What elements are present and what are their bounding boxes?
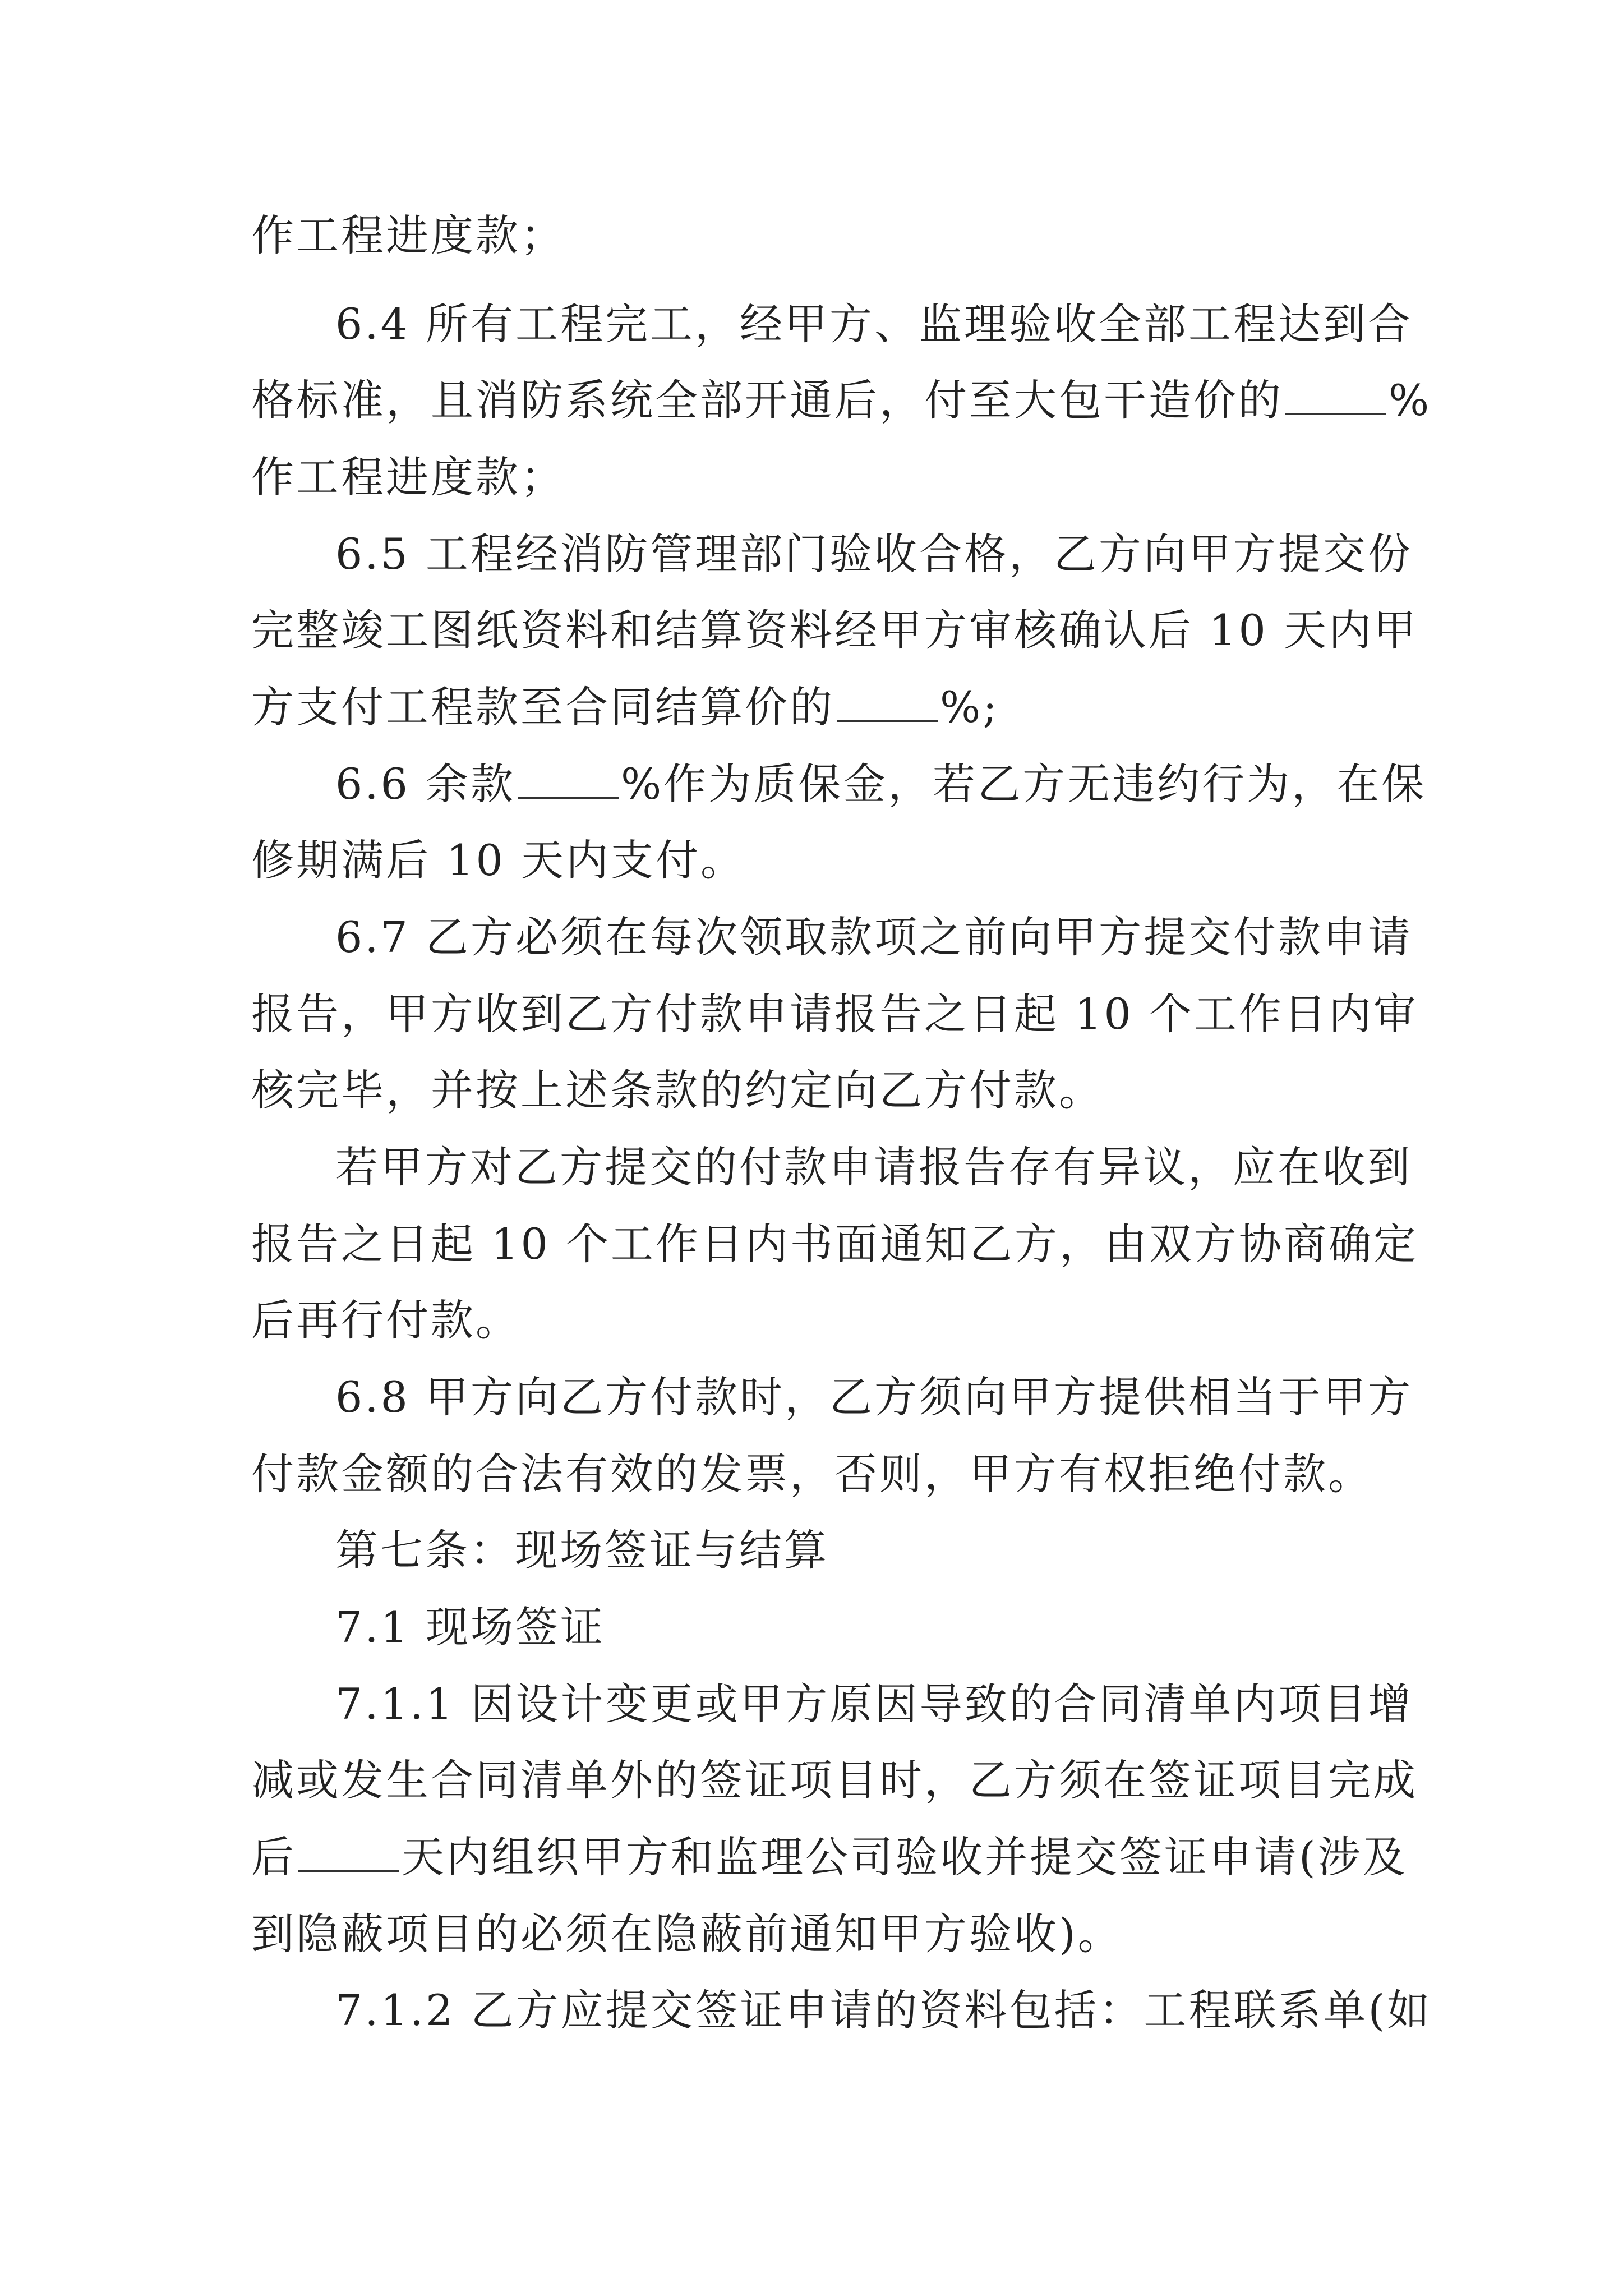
clause-6-4-line-1: 6.4 所有工程完工，经甲方、监理验收全部工程达到合 [335, 299, 1413, 349]
clause-7-1-2-line-1: 7.1.2 乙方应提交签证申请的资料包括：工程联系单(如 [335, 1985, 1432, 2035]
clause-7-1-1-line-4: 到隐蔽项目的必须在隐蔽前通知甲方验收)。 [251, 1909, 1123, 1959]
article-7-heading: 第七条：现场签证与结算 [335, 1525, 829, 1575]
clause-6-6-line-2: 修期满后 10 天内支付。 [251, 835, 746, 885]
objection-line-3: 后再行付款。 [251, 1295, 520, 1345]
section-7-1-heading: 7.1 现场签证 [335, 1602, 606, 1652]
objection-line-2: 报告之日起 10 个工作日内书面通知乙方，由双方协商确定 [251, 1219, 1419, 1269]
clause-6-5-line-2: 完整竣工图纸资料和结算资料经甲方审核确认后 10 天内甲 [251, 605, 1419, 655]
text-line: 作工程进度款； [251, 210, 565, 260]
objection-line-1: 若甲方对乙方提交的付款申请报告存有异议，应在收到 [335, 1142, 1412, 1192]
clause-6-5-line-3: 方支付工程款至合同结算价的 %; [251, 682, 999, 732]
clause-6-8-line-1: 6.8 甲方向乙方付款时，乙方须向甲方提供相当于甲方 [335, 1372, 1413, 1422]
clause-6-5-line-1: 6.5 工程经消防管理部门验收合格，乙方向甲方提交份 [335, 529, 1413, 579]
clause-6-7-line-3: 核完毕，并按上述条款的约定向乙方付款。 [251, 1065, 1104, 1115]
clause-6-7-line-1: 6.7 乙方必须在每次领取款项之前向甲方提交付款申请 [335, 912, 1413, 962]
clause-6-4-line-3: 作工程进度款； [251, 452, 565, 502]
blank-underline [298, 1836, 399, 1872]
clause-7-1-1-line-1: 7.1.1 因设计变更或甲方原因导致的合同清单内项目增 [335, 1679, 1413, 1729]
blank-underline [837, 686, 938, 722]
clause-7-1-1-line-3: 后 天内组织甲方和监理公司验收并提交签证申请(涉及 [251, 1832, 1408, 1882]
clause-6-4-line-2: 格标准，且消防系统全部开通后，付至大包干造价的 % [251, 375, 1432, 425]
blank-underline [518, 763, 619, 799]
clause-6-7-line-2: 报告，甲方收到乙方付款申请报告之日起 10 个工作日内审 [251, 989, 1419, 1039]
clause-7-1-1-line-2: 减或发生合同清单外的签证项目时，乙方须在签证项目完成 [251, 1755, 1418, 1805]
clause-6-8-line-2: 付款金额的合法有效的发票，否则，甲方有权拒绝付款。 [251, 1449, 1373, 1499]
blank-underline [1285, 379, 1386, 415]
clause-6-6-line-1: 6.6 余款 %作为质保金，若乙方无违约行为，在保 [335, 759, 1427, 809]
